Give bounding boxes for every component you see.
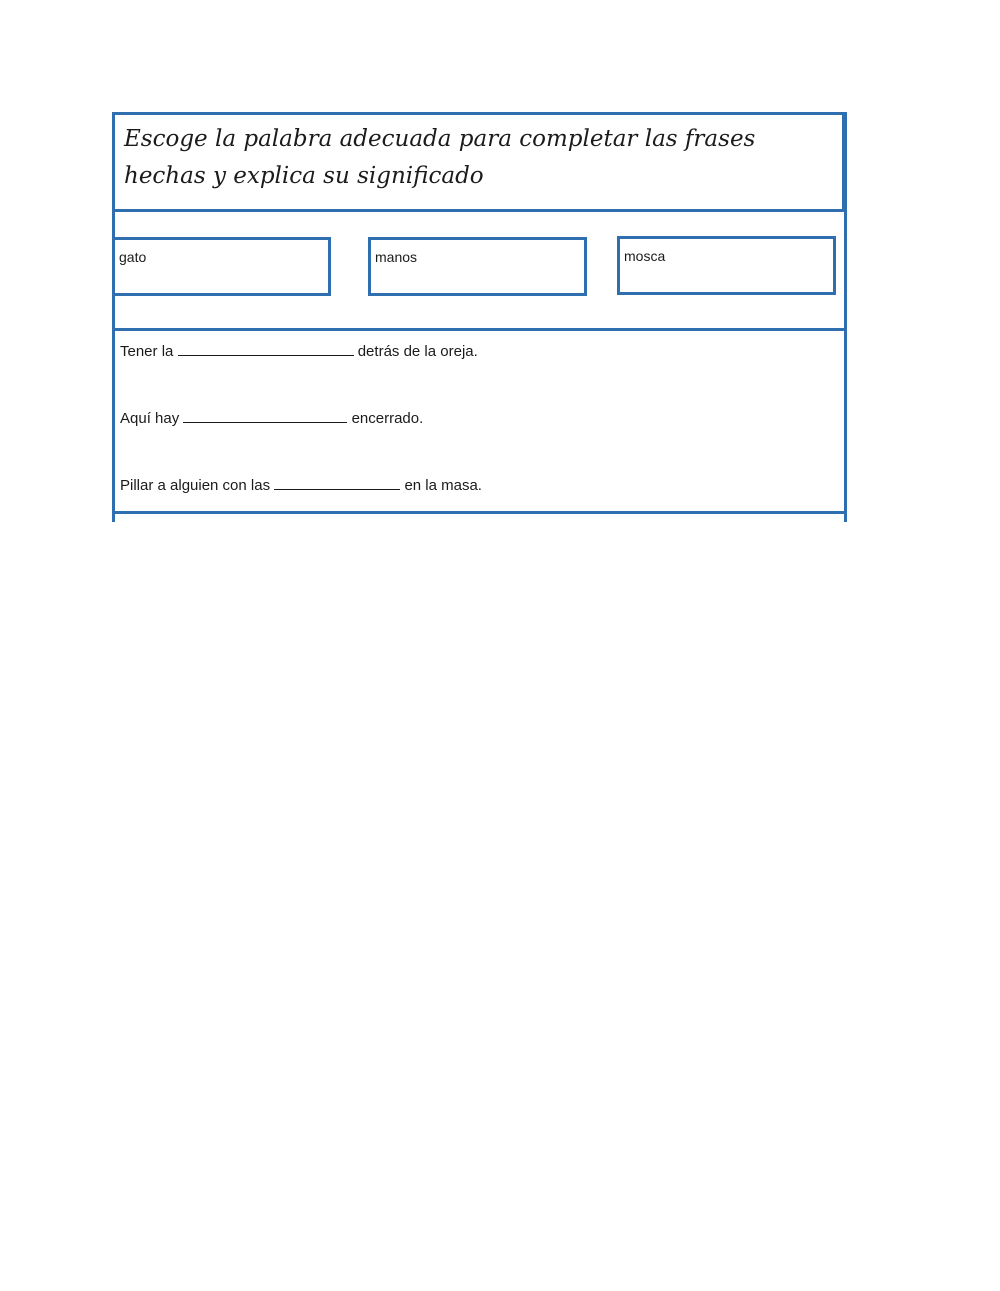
word-bank-box-mosca bbox=[617, 236, 836, 295]
instructions-line-2: hechas y explica su significado bbox=[124, 163, 484, 189]
word-bank-word: gato bbox=[119, 249, 147, 265]
sentence-1 bbox=[120, 341, 478, 362]
sentence-2-after: encerrado. bbox=[351, 410, 424, 427]
instructions-text bbox=[124, 121, 834, 195]
word-bank-word: mosca bbox=[624, 248, 666, 264]
sentence-1-after: detrás de la oreja. bbox=[357, 343, 478, 360]
sentence-3 bbox=[120, 475, 482, 496]
sentence-2-before: Aquí hay bbox=[120, 410, 180, 427]
sentence-2 bbox=[120, 408, 423, 429]
sentence-1-before: Tener la bbox=[120, 343, 174, 360]
worksheet bbox=[112, 112, 847, 522]
sentence-3-blank[interactable] bbox=[274, 475, 400, 490]
sentences-box-bottom-border bbox=[112, 511, 847, 514]
sentence-3-before: Pillar a alguien con las bbox=[120, 477, 271, 494]
word-bank-box-gato bbox=[112, 237, 331, 296]
instructions-line-1: Escoge la palabra adecuada para completar las frases bbox=[124, 126, 756, 152]
sentence-2-blank[interactable] bbox=[183, 408, 347, 423]
sentence-3-after: en la masa. bbox=[404, 477, 482, 494]
instructions-box bbox=[112, 112, 845, 212]
sentence-1-blank[interactable] bbox=[178, 341, 354, 356]
sentences-box bbox=[112, 328, 847, 511]
word-bank-word: manos bbox=[375, 249, 418, 265]
word-bank-box-manos bbox=[368, 237, 587, 296]
